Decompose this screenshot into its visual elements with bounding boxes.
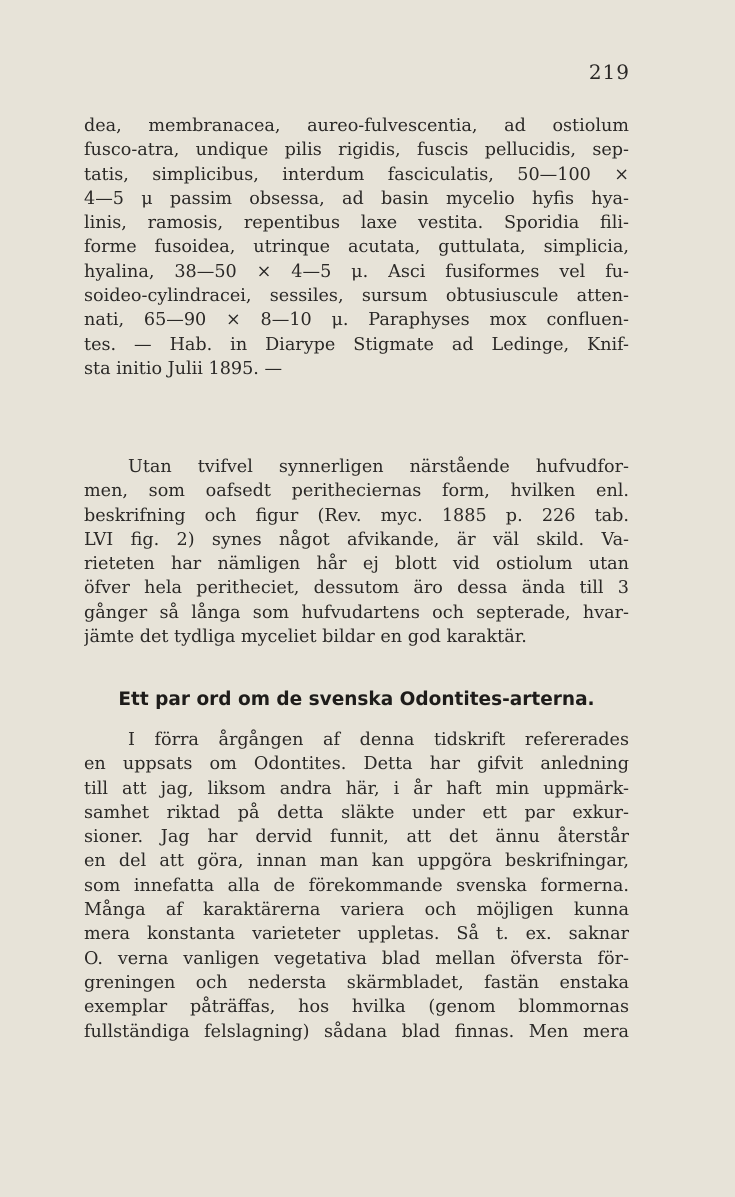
text-line: dea, membranacea, aureo-fulvescentia, ad ostiolum xyxy=(84,116,629,136)
text-line: gånger så långa som hufvudartens och septerade, hvar- xyxy=(84,602,629,623)
text-line: som innefatta alla de förekommande svenska formerna. xyxy=(84,875,629,896)
text-line: hyalina, 38—50 × 4—5 μ. Asci fusiformes vel fu- xyxy=(84,261,629,282)
text-line: samhet riktad på detta släkte under ett par exkur- xyxy=(84,802,629,823)
section-heading: Ett par ord om de svenska Odontites-arterna. xyxy=(118,689,595,710)
text-line: en del att göra, innan man kan uppgöra beskrifningar, xyxy=(84,851,629,872)
text-line: soideo-cylindracei, sessiles, sursum obtusiuscule atten- xyxy=(84,286,629,307)
text-line: mera konstanta varieteter uppletas. Så t. ex. saknar xyxy=(84,924,629,945)
page-number: 219 xyxy=(588,60,630,84)
text-line: en uppsats om Odontites. Detta har gifvit anledning xyxy=(84,754,629,775)
odontites-article-paragraph xyxy=(84,728,629,1044)
text-line: exemplar påträffas, hos hvilka (genom blommornas xyxy=(84,997,629,1018)
text-line: jämte det tydliga myceliet bildar en god karaktär. xyxy=(84,627,527,648)
text-line: rieteten har nämligen hår ej blott vid ostiolum utan xyxy=(84,554,629,575)
text-line: till att jag, liksom andra här, i år haft min uppmärk- xyxy=(84,778,629,799)
text-line: sioner. Jag har dervid funnit, att det ännu återstår xyxy=(84,827,629,848)
text-line: Många af karaktärerna variera och möjligen kunna xyxy=(84,900,629,921)
latin-description-paragraph xyxy=(84,114,629,381)
text-line: I förra årgången af denna tidskrift refererades xyxy=(128,730,629,750)
text-line: men, som oafsedt peritheciernas form, hvilken enl. xyxy=(84,481,629,502)
text-line: fusco-atra, undique pilis rigidis, fuscis pellucidis, sep- xyxy=(84,140,629,161)
text-line: fullständiga felslagning) sådana blad finnas. Men mera xyxy=(84,1021,629,1042)
text-line: linis, ramosis, repentibus laxe vestita. Sporidia fili- xyxy=(84,213,629,234)
text-line: LVI fig. 2) synes något afvikande, är väl skild. Va- xyxy=(84,529,629,550)
text-line: tatis, simplicibus, interdum fasciculatis, 50—100 × xyxy=(84,164,629,185)
swedish-commentary-paragraph xyxy=(84,455,629,649)
text-line: O. verna vanligen vegetativa blad mellan öfversta för- xyxy=(84,948,629,969)
text-line: beskrifning och figur (Rev. myc. 1885 p. 226 tab. xyxy=(84,505,629,526)
text-line: nati, 65—90 × 8—10 μ. Paraphyses mox confluen- xyxy=(84,310,629,331)
text-line: Utan tvifvel synnerligen närstående hufvudfor- xyxy=(128,457,629,477)
text-line: 4—5 μ passim obsessa, ad basin mycelio hyfis hya- xyxy=(84,188,629,209)
text-line: greningen och nedersta skärmbladet, fastän enstaka xyxy=(84,972,629,993)
text-line: öfver hela peritheciet, dessutom äro dessa ända till 3 xyxy=(84,578,629,599)
text-line: sta initio Julii 1895. — xyxy=(84,358,283,379)
text-line: forme fusoidea, utrinque acutata, guttulata, simplicia, xyxy=(84,237,629,258)
text-line: tes. — Hab. in Diarype Stigmate ad Ledinge, Knif- xyxy=(84,334,629,355)
